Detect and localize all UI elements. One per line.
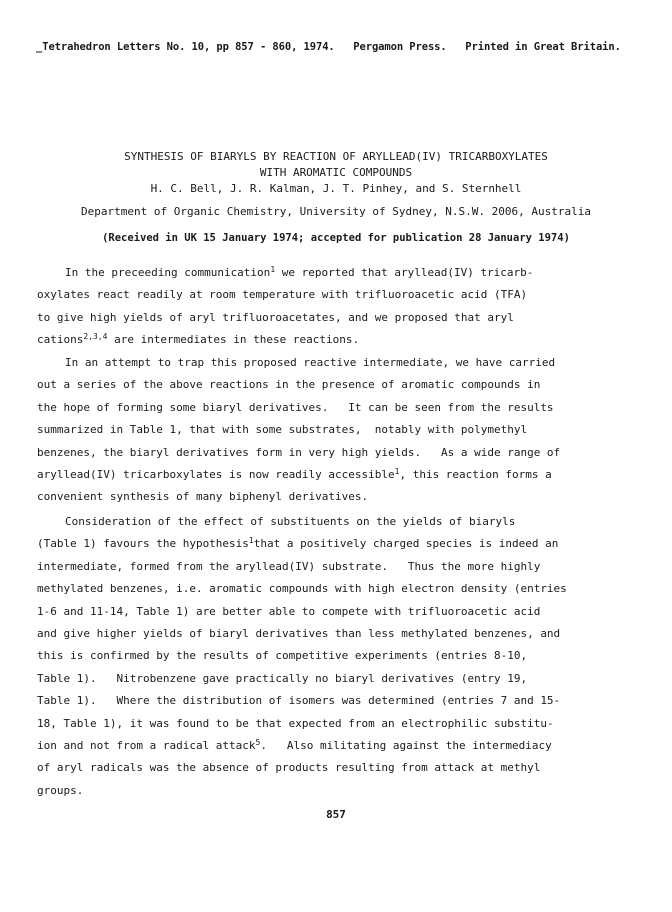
line-text-continued: that a positively charged species is indeed an xyxy=(253,537,559,551)
text-line xyxy=(37,627,637,649)
text-line xyxy=(37,784,637,806)
line-text: cations xyxy=(37,333,84,347)
line-text: Table 1). Nitrobenzene gave practically no biaryl derivatives (entry 19, xyxy=(37,671,528,685)
line-text: to give high yields of aryl trifluoroacetates, and we proposed that aryl xyxy=(37,310,514,324)
text-line xyxy=(37,288,637,310)
line-text-continued: are intermediates in these reactions. xyxy=(107,333,360,347)
text-line xyxy=(37,605,637,627)
line-text: methylated benzenes, i.e. aromatic compounds with high electron density (entries xyxy=(37,582,567,596)
text-line xyxy=(37,560,637,582)
line-text: out a series of the above reactions in the presence of aromatic compounds in xyxy=(37,378,541,392)
text-line xyxy=(37,694,637,716)
reference-superscript: 1 xyxy=(394,466,400,476)
paper-title-line-2: WITH AROMATIC COMPOUNDS xyxy=(259,166,413,179)
line-text: groups. xyxy=(37,783,84,797)
paper-title-line-1: SYNTHESIS OF BIARYLS BY REACTION OF ARYLLEAD(IV) TRICARBOXYLATES xyxy=(124,150,548,163)
text-line xyxy=(37,490,637,512)
text-line xyxy=(37,739,637,761)
line-text: intermediate, formed from the aryllead(IV) substrate. Thus the more highly xyxy=(37,559,541,573)
line-text: oxylates react readily at room temperature with trifluoroacetic acid (TFA) xyxy=(37,288,528,302)
line-text: Consideration of the effect of substituents on the yields of biaryls xyxy=(65,515,516,528)
line-text: convenient synthesis of many biphenyl derivatives. xyxy=(37,490,369,504)
text-line xyxy=(37,515,637,537)
line-text: benzenes, the biaryl derivatives form in very high yields. As a wide range of xyxy=(37,445,561,459)
text-line xyxy=(37,266,637,288)
text-line xyxy=(37,649,637,671)
line-text: Table 1). Where the distribution of isomers was determined (entries 7 and 15- xyxy=(37,694,561,708)
paragraph-2 xyxy=(37,356,637,513)
reference-superscript: 1 xyxy=(248,536,254,546)
line-text: of aryl radicals was the absence of products resulting from attack at methyl xyxy=(37,761,541,775)
line-text: 18, Table 1), it was found to be that expected from an electrophilic substitu- xyxy=(37,716,554,730)
received-date: (Received in UK 15 January 1974; accepted for publication 28 January 1974) xyxy=(102,232,570,244)
reference-superscript: 2,3,4 xyxy=(83,332,108,342)
line-text-continued: we reported that aryllead(IV) tricarb- xyxy=(275,266,534,279)
text-line xyxy=(37,761,637,783)
text-line xyxy=(37,582,637,604)
line-text-continued: . Also militating against the intermediacy xyxy=(260,738,552,752)
reference-superscript: 1 xyxy=(270,265,276,274)
paragraph-3 xyxy=(37,515,637,806)
line-text: In an attempt to trap this proposed reactive intermediate, we have carried xyxy=(65,356,556,369)
line-text: aryllead(IV) tricarboxylates is now readily accessible xyxy=(37,467,395,481)
affiliation: Department of Organic Chemistry, University of Sydney, N.S.W. 2006, Australia xyxy=(81,205,591,218)
page-number: 857 xyxy=(326,808,346,821)
text-line xyxy=(37,423,637,445)
line-text-continued: , this reaction forms a xyxy=(399,467,552,481)
line-text: ion and not from a radical attack xyxy=(37,738,256,752)
text-line xyxy=(37,717,637,739)
line-text: the hope of forming some biaryl derivatives. It can be seen from the results xyxy=(37,400,554,414)
journal-header: _Tetrahedron Letters No. 10, pp 857 - 860, 1974. Pergamon Press. Printed in Great Britain. xyxy=(36,41,621,53)
text-line xyxy=(37,446,637,468)
text-line xyxy=(37,311,637,333)
text-line xyxy=(37,401,637,423)
line-text: (Table 1) favours the hypothesis xyxy=(37,537,249,551)
text-line xyxy=(37,356,637,378)
text-line xyxy=(37,537,637,559)
line-text: and give higher yields of biaryl derivatives than less methylated benzenes, and xyxy=(37,626,561,640)
authors: H. C. Bell, J. R. Kalman, J. T. Pinhey, and S. Sternhell xyxy=(150,182,522,195)
line-text: this is confirmed by the results of competitive experiments (entries 8-10, xyxy=(37,649,528,663)
text-line xyxy=(37,378,637,400)
paragraph-1 xyxy=(37,266,637,356)
text-line xyxy=(37,333,637,355)
line-text: In the preceeding communication xyxy=(65,266,271,279)
line-text: summarized in Table 1, that with some substrates, notably with polymethyl xyxy=(37,423,528,437)
reference-superscript: 5 xyxy=(255,737,261,747)
text-line xyxy=(37,468,637,490)
text-line xyxy=(37,672,637,694)
line-text: 1-6 and 11-14, Table 1) are better able to compete with trifluoroacetic acid xyxy=(37,604,541,618)
